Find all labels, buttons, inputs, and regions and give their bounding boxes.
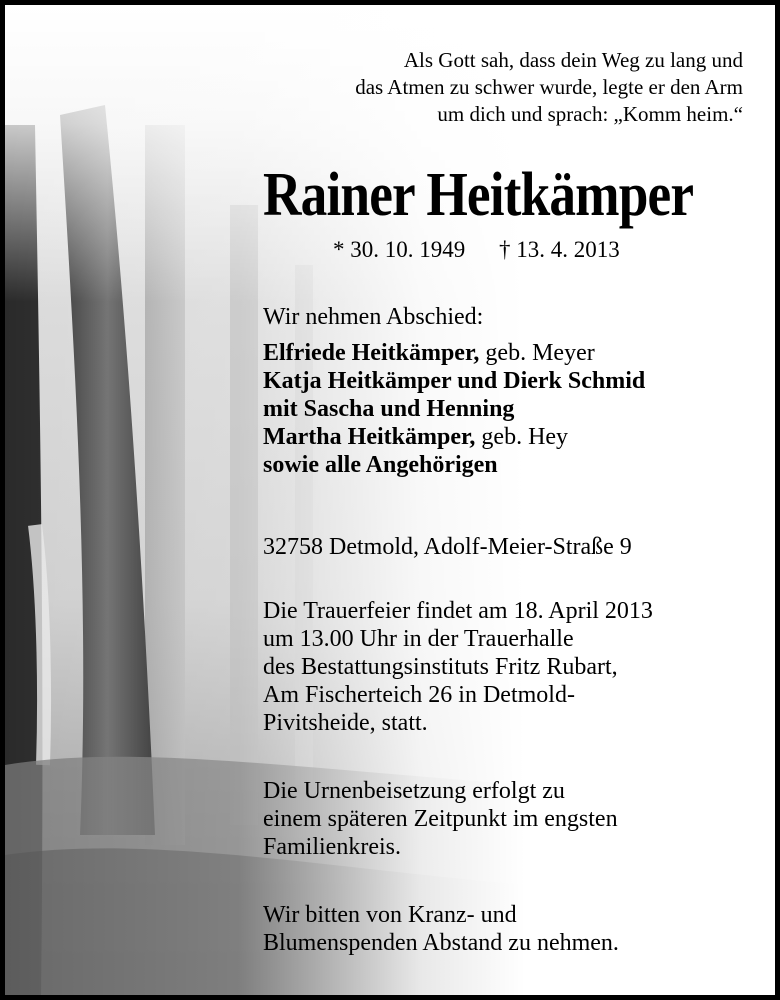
farewell-intro: Wir nehmen Abschied: (263, 304, 484, 330)
mourners-list (263, 339, 645, 479)
mourner-note: geb. Meyer (479, 340, 595, 366)
death-date: † 13. 4. 2013 (499, 237, 620, 262)
quote-line: Als Gott sah, dass dein Weg zu lang und (403, 48, 743, 72)
mourner-line (263, 451, 645, 479)
urn-burial-info (263, 777, 618, 861)
mourner-line (263, 339, 645, 367)
mourner-name: Martha Heitkämper, (263, 424, 476, 450)
funeral-line: des Bestattungsinstituts Fritz Rubart, (263, 654, 618, 680)
mourner-name: Katja Heitkämper und Dierk Schmid (263, 368, 646, 394)
mourner-note: geb. Hey (475, 424, 569, 450)
funeral-line: Am Fischerteich 26 in Detmold- (263, 682, 575, 708)
flowers-line: Blumenspenden Abstand zu nehmen. (263, 930, 619, 956)
quote-line: das Atmen zu schwer wurde, legte er den Arm (355, 75, 743, 99)
mourner-line (263, 395, 645, 423)
funeral-line: Die Trauerfeier findet am 18. April 2013 (263, 598, 653, 624)
mourner-name: Elfriede Heitkämper, (263, 340, 480, 366)
flowers-request (263, 901, 619, 957)
flowers-line: Wir bitten von Kranz- und (263, 902, 517, 928)
funeral-line: um 13.00 Uhr in der Trauerhalle (263, 626, 574, 652)
quote-line: um dich und sprach: „Komm heim.“ (437, 102, 743, 126)
mourner-line (263, 367, 645, 395)
memorial-quote (223, 47, 743, 128)
mourner-name: mit Sascha und Henning (263, 396, 515, 422)
life-dates (333, 237, 620, 263)
urn-line: Die Urnenbeisetzung erfolgt zu (263, 778, 565, 804)
funeral-line: Pivitsheide, statt. (263, 710, 428, 736)
funeral-info (263, 597, 653, 737)
urn-line: Familienkreis. (263, 834, 401, 860)
family-address: 32758 Detmold, Adolf-Meier-Straße 9 (263, 534, 632, 560)
mourner-line (263, 423, 645, 451)
mourner-name: sowie alle Angehörigen (263, 452, 498, 478)
urn-line: einem späteren Zeitpunkt im engsten (263, 806, 618, 832)
birth-date: * 30. 10. 1949 (333, 237, 466, 262)
deceased-name: Rainer Heitkämper (263, 161, 694, 229)
